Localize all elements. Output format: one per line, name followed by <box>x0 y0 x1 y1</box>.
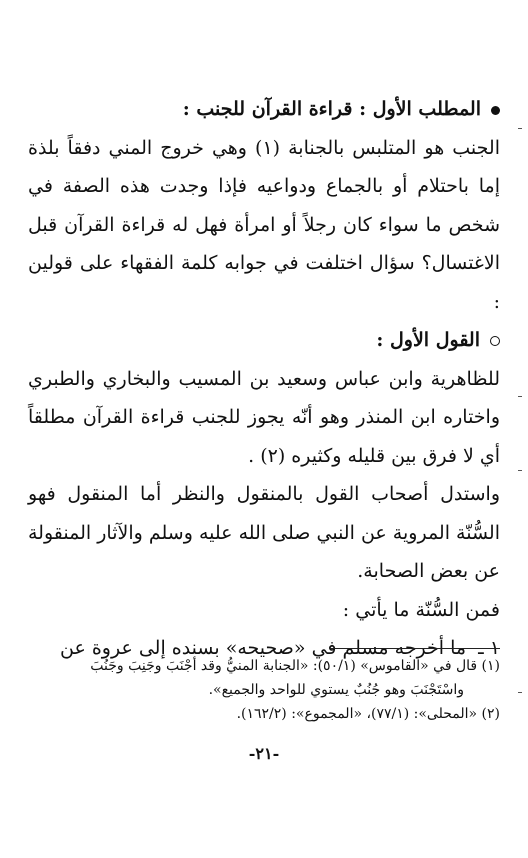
footnote-1-line-2: واسْتَجْنَبَ وهو جُنُبٌ يستوي للواحد والجميع». <box>208 682 464 698</box>
item-text: ما أخرجه مسلم في «صحيحه» بسنده إلى عروة عن <box>59 637 467 659</box>
margin-mark <box>518 396 522 397</box>
circle-bullet-icon <box>490 336 500 346</box>
bullet-icon <box>491 106 500 115</box>
section-title: المطلب الأول : قراءة القرآن للجنب : <box>182 98 481 120</box>
page-number: -٢١- <box>248 744 280 763</box>
main-text <box>28 90 500 668</box>
sunnah-intro: فمن السُّنّة ما يأتي : <box>342 598 500 621</box>
section-heading <box>28 90 500 129</box>
margin-mark <box>518 470 522 471</box>
item-number: ١ ـ <box>478 637 500 659</box>
first-opinion-heading <box>28 321 500 360</box>
paragraph-evidence: واستدل أصحاب القول بالمنقول والنظر أما المنقول فهو السُّنّة المروية عن النبي صلى الله عليه وسلم والآثار المنقولة عن بعض الصحابة. <box>28 483 500 582</box>
footnote-divider <box>330 648 500 649</box>
margin-mark <box>518 692 522 693</box>
footnote-1-line-1: (١) قال في «القاموس» (٥٠/١): «الجنابة المنيُّ وقد أجْنَبَ وجَنِبَ وجَنُبَ <box>90 658 500 674</box>
paragraph-first-opinion: للظاهرية وابن عباس وسعيد بن المسيب والبخاري والطبري واختاره ابن المنذر وهو أنّه يجوز للجنب قراءة القرآن مطلقاً أي لا فرق بين قليله وكثيره (٢) . <box>28 367 500 467</box>
footnote-2: (٢) «المحلى»: (٧٧/١)، «المجموع»: (١٦٢/٢). <box>236 706 500 722</box>
margin-mark <box>518 128 522 129</box>
footnotes <box>28 654 500 726</box>
first-opinion-title: القول الأول : <box>376 329 480 351</box>
paragraph-definition: الجنب هو المتلبس بالجنابة (١) وهي خروج المني دفقاً بلذة إما باحتلام أو بالجماع ودواعيه فإذا وجدت هذه الصفة في شخص ما سواء كان رجلاً أو امرأة فهل له قراءة القرآن قبل الاغتسال؟ سؤال اختلفت في جوابه كلمة الفقهاء على قولين : <box>28 136 500 313</box>
